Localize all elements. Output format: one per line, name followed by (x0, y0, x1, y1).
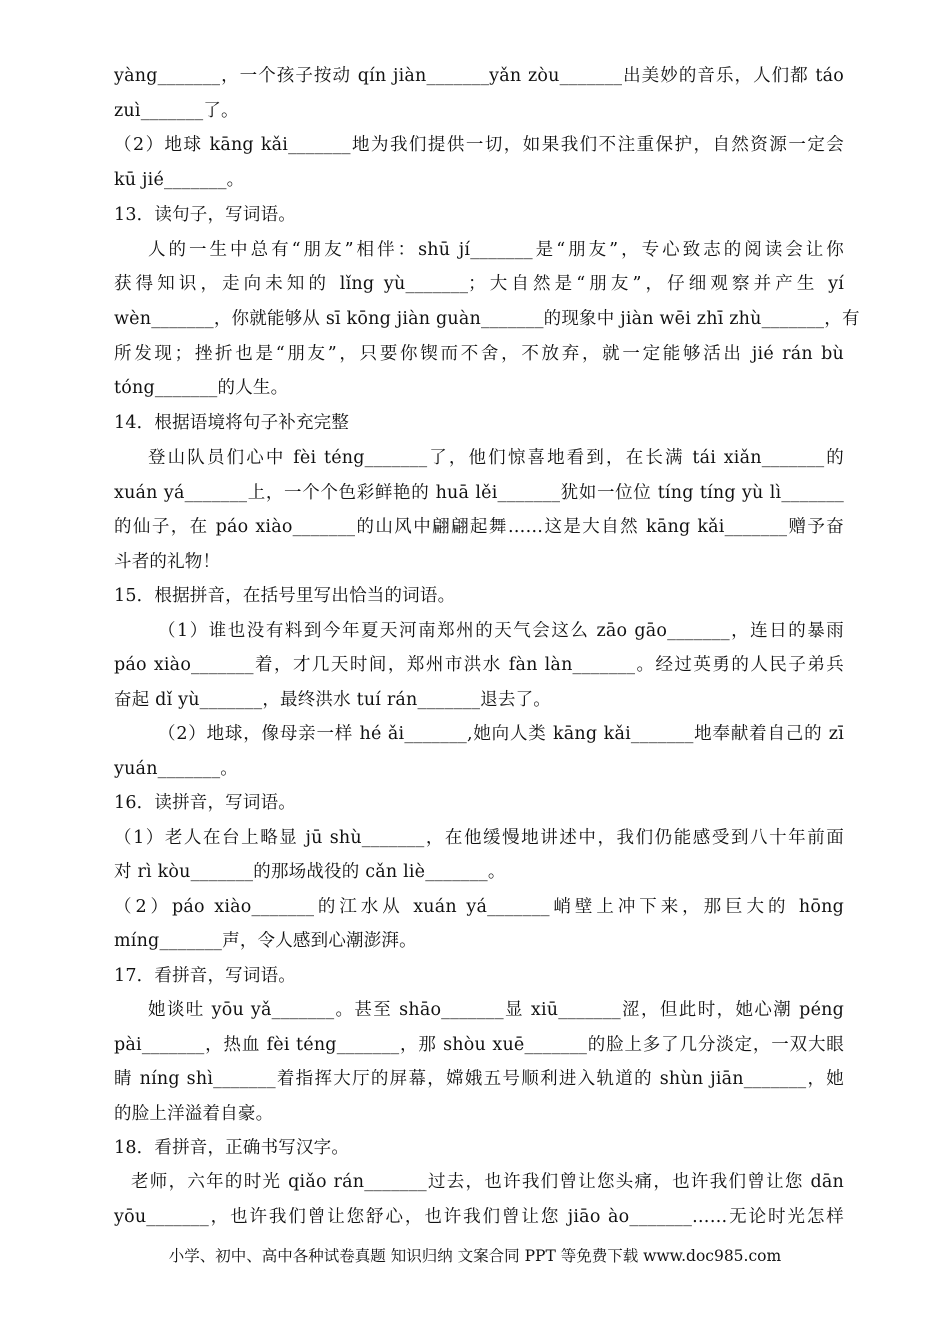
text-line: （1）谁也没有料到今年夏天河南郑州的天气会这么 zāo gāo_______，连日的暴雨 (158, 621, 844, 641)
text-line: 的脸上洋溢着自豪。 (114, 1104, 274, 1124)
text-line: míng_______声，令人感到心潮澎湃。 (114, 931, 417, 951)
text-line: 人的一生中总有“朋友”相伴：shū jí_______是“朋友”，专心致志的阅读会让你 (148, 240, 844, 260)
question-title: 15．根据拼音，在括号里写出恰当的词语。 (114, 586, 456, 606)
text-line: yōu_______，也许我们曾让您舒心，也许我们曾让您 jiāo ào_______……无论时光怎样 (114, 1207, 844, 1227)
page-footer: 小学、初中、高中各种试卷真题 知识归纳 文案合同 PPT 等免费下载 www.doc985.com (168, 1247, 782, 1265)
text-line: 斗者的礼物！ (114, 552, 221, 572)
text-line: yuán_______。 (114, 759, 239, 779)
text-line: 奋起 dǐ yù_______，最终洪水 tuí rán_______退去了。 (114, 690, 551, 710)
text-line: 登山队员们心中 fèi téng_______了，他们惊喜地看到，在长满 tái xiǎn_______的 (148, 448, 844, 468)
text-line: 老师，六年的时光 qiǎo rán_______过去，也许我们曾让您头痛，也许我们曾让您 dān (131, 1172, 844, 1192)
text-line: zuì_______了。 (114, 101, 239, 121)
text-line: 对 rì kòu_______的那场战役的 cǎn liè_______。 (114, 862, 506, 882)
text-line: （2）地球 kāng kǎi_______地为我们提供一切，如果我们不注重保护，自然资源一定会 (114, 135, 844, 155)
text-line: tóng_______的人生。 (114, 378, 289, 398)
text-line: yàng_______，一个孩子按动 qín jiàn_______yǎn zòu_______出美妙的音乐，人们都 táo (114, 66, 844, 86)
text-line: 所发现；挫折也是“朋友”，只要你锲而不舍，不放弃，就一定能够活出 jié rán bù (114, 344, 844, 364)
text-line: 她谈吐 yōu yǎ_______。甚至 shāo_______显 xiū_______涩，但此时，她心潮 péng (148, 1000, 844, 1020)
question-title: 16．读拼音，写词语。 (114, 793, 296, 813)
question-title: 13．读句子，写词语。 (114, 205, 296, 225)
question-title: 18．看拼音，正确书写汉字。 (114, 1138, 350, 1158)
text-line: pài_______，热血 fèi téng_______，那 shòu xuē_______的脸上多了几分淡定，一双大眼 (114, 1035, 844, 1055)
text-line: páo xiào_______着，才几天时间，郑州市洪水 fàn làn_______。经过英勇的人民子弟兵 (114, 655, 844, 675)
text-line: 睛 níng shì_______着指挥大厅的屏幕，嫦娥五号顺利进入轨道的 shùn jiān_______，她 (114, 1069, 844, 1089)
text-line: （1）老人在台上略显 jū shù_______，在他缓慢地讲述中，我们仍能感受到八十年前面 (114, 828, 844, 848)
text-line: （2）地球，像母亲一样 hé ǎi_______,她向人类 kāng kǎi_______地奉献着自己的 zī (158, 724, 844, 744)
text-line: 获得知识，走向未知的 lǐng yù_______；大自然是“朋友”，仔细观察并产生 yí (114, 274, 844, 294)
text-line: wèn_______，你就能够从 sī kōng jiàn guàn_______的现象中 jiàn wēi zhī zhù_______，有 (114, 309, 860, 329)
text-line: （2）páo xiào_______的江水从 xuán yá_______峭壁上冲下来，那巨大的 hōng (114, 897, 844, 917)
question-title: 14．根据语境将句子补充完整 (114, 413, 350, 433)
text-line: 的仙子，在 páo xiào_______的山风中翩翩起舞……这是大自然 kāng kǎi_______赠予奋 (114, 517, 844, 537)
question-title: 17．看拼音，写词语。 (114, 966, 296, 986)
text-line: xuán yá_______上，一个个色彩鲜艳的 huā lěi_______犹如一位位 tíng tíng yù lì_______ (114, 483, 844, 503)
text-line: kū jié_______。 (114, 170, 245, 190)
